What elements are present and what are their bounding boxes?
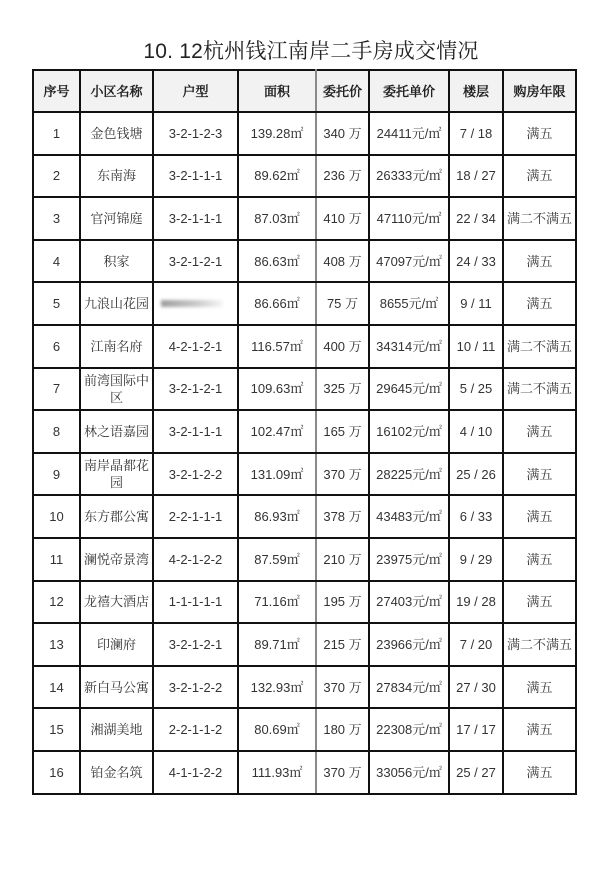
cell-holding-period: 满五 (503, 240, 576, 283)
cell-area: 132.93㎡ (238, 666, 316, 709)
cell-unit-price: 43483元/㎡ (369, 495, 449, 538)
header-row (33, 70, 576, 112)
cell-no: 8 (33, 410, 80, 453)
cell-price: 180 万 (316, 708, 369, 751)
cell-no: 12 (33, 581, 80, 624)
cell-no: 11 (33, 538, 80, 581)
cell-community: 澜悦帝景湾 (80, 538, 153, 581)
cell-area: 111.93㎡ (238, 751, 316, 794)
cell-area: 102.47㎡ (238, 410, 316, 453)
cell-area: 131.09㎡ (238, 453, 316, 496)
table-row (33, 453, 576, 496)
cell-floor: 9 / 11 (449, 282, 503, 325)
table-row (33, 197, 576, 240)
cell-layout: 2-2-1-1-2 (153, 708, 238, 751)
table-row (33, 282, 576, 325)
cell-floor: 24 / 33 (449, 240, 503, 283)
cell-price: 400 万 (316, 325, 369, 368)
cell-floor: 25 / 27 (449, 751, 503, 794)
cell-community: 积家 (80, 240, 153, 283)
cell-no: 15 (33, 708, 80, 751)
cell-holding-period: 满二不满五 (503, 623, 576, 666)
cell-no: 7 (33, 368, 80, 411)
cell-area: 86.63㎡ (238, 240, 316, 283)
cell-floor: 7 / 20 (449, 623, 503, 666)
table-row (33, 708, 576, 751)
cell-floor: 4 / 10 (449, 410, 503, 453)
cell-price: 370 万 (316, 666, 369, 709)
cell-floor: 27 / 30 (449, 666, 503, 709)
cell-floor: 17 / 17 (449, 708, 503, 751)
cell-area: 89.71㎡ (238, 623, 316, 666)
column-header-holding-period: 购房年限 (503, 70, 576, 112)
cell-floor: 25 / 26 (449, 453, 503, 496)
cell-layout: 3-2-1-2-1 (153, 623, 238, 666)
cell-price: 195 万 (316, 581, 369, 624)
cell-area: 86.93㎡ (238, 495, 316, 538)
column-header-no: 序号 (33, 70, 80, 112)
cell-holding-period: 满五 (503, 112, 576, 155)
cell-floor: 7 / 18 (449, 112, 503, 155)
cell-unit-price: 28225元/㎡ (369, 453, 449, 496)
table-header (33, 70, 576, 112)
cell-area: 109.63㎡ (238, 368, 316, 411)
cell-area: 139.28㎡ (238, 112, 316, 155)
cell-floor: 5 / 25 (449, 368, 503, 411)
cell-unit-price: 27834元/㎡ (369, 666, 449, 709)
cell-no: 3 (33, 197, 80, 240)
cell-unit-price: 26333元/㎡ (369, 155, 449, 198)
cell-layout: 3-2-1-2-3 (153, 112, 238, 155)
cell-price: 210 万 (316, 538, 369, 581)
cell-area: 89.62㎡ (238, 155, 316, 198)
column-header-community: 小区名称 (80, 70, 153, 112)
cell-no: 4 (33, 240, 80, 283)
cell-price: 325 万 (316, 368, 369, 411)
cell-layout: 4-1-1-2-2 (153, 751, 238, 794)
cell-floor: 10 / 11 (449, 325, 503, 368)
column-header-area: 面积 (238, 70, 316, 112)
table-row (33, 538, 576, 581)
cell-unit-price: 23975元/㎡ (369, 538, 449, 581)
cell-layout: 3-2-1-1-1 (153, 197, 238, 240)
cell-community: 东南海 (80, 155, 153, 198)
column-header-unit-price: 委托单价 (369, 70, 449, 112)
cell-community: 九浪山花园 (80, 282, 153, 325)
cell-unit-price: 47110元/㎡ (369, 197, 449, 240)
cell-unit-price: 34314元/㎡ (369, 325, 449, 368)
table-row (33, 623, 576, 666)
table-row (33, 751, 576, 794)
cell-price: 340 万 (316, 112, 369, 155)
cell-unit-price: 33056元/㎡ (369, 751, 449, 794)
cell-floor: 18 / 27 (449, 155, 503, 198)
cell-no: 13 (33, 623, 80, 666)
cell-unit-price: 16102元/㎡ (369, 410, 449, 453)
cell-holding-period: 满五 (503, 666, 576, 709)
table-row (33, 495, 576, 538)
cell-no: 2 (33, 155, 80, 198)
cell-area: 116.57㎡ (238, 325, 316, 368)
cell-holding-period: 满五 (503, 581, 576, 624)
cell-floor: 22 / 34 (449, 197, 503, 240)
cell-holding-period: 满二不满五 (503, 368, 576, 411)
cell-no: 6 (33, 325, 80, 368)
cell-community: 江南名府 (80, 325, 153, 368)
cell-community: 林之语嘉园 (80, 410, 153, 453)
cell-holding-period: 满五 (503, 282, 576, 325)
cell-price: 165 万 (316, 410, 369, 453)
cell-layout (153, 282, 238, 325)
table-row (33, 155, 576, 198)
table-row (33, 112, 576, 155)
cell-community: 湘湖美地 (80, 708, 153, 751)
column-header-price: 委托价 (316, 70, 369, 112)
cell-price: 236 万 (316, 155, 369, 198)
cell-community: 南岸晶都花园 (80, 453, 153, 496)
cell-no: 14 (33, 666, 80, 709)
cell-price: 410 万 (316, 197, 369, 240)
cell-community: 龙禧大酒店 (80, 581, 153, 624)
cell-holding-period: 满五 (503, 453, 576, 496)
cell-area: 86.66㎡ (238, 282, 316, 325)
cell-floor: 19 / 28 (449, 581, 503, 624)
transactions-table (32, 69, 577, 795)
cell-unit-price: 24411元/㎡ (369, 112, 449, 155)
table-row (33, 240, 576, 283)
table-row (33, 581, 576, 624)
cell-price: 370 万 (316, 453, 369, 496)
cell-layout: 1-1-1-1-1 (153, 581, 238, 624)
cell-price: 408 万 (316, 240, 369, 283)
cell-community: 金色钱塘 (80, 112, 153, 155)
document-title: 10. 12杭州钱江南岸二手房成交情况 (143, 40, 479, 63)
cell-community: 官河锦庭 (80, 197, 153, 240)
cell-layout: 3-2-1-2-2 (153, 666, 238, 709)
cell-floor: 6 / 33 (449, 495, 503, 538)
cell-layout: 4-2-1-2-1 (153, 325, 238, 368)
cell-unit-price: 8655元/㎡ (369, 282, 449, 325)
cell-unit-price: 22308元/㎡ (369, 708, 449, 751)
cell-no: 9 (33, 453, 80, 496)
cell-price: 378 万 (316, 495, 369, 538)
cell-layout: 3-2-1-2-1 (153, 368, 238, 411)
cell-no: 10 (33, 495, 80, 538)
cell-holding-period: 满五 (503, 538, 576, 581)
cell-area: 80.69㎡ (238, 708, 316, 751)
cell-layout: 4-2-1-2-2 (153, 538, 238, 581)
cell-holding-period: 满五 (503, 410, 576, 453)
cell-unit-price: 23966元/㎡ (369, 623, 449, 666)
table-body (33, 112, 576, 794)
table-row (33, 368, 576, 411)
cell-area: 87.59㎡ (238, 538, 316, 581)
cell-unit-price: 47097元/㎡ (369, 240, 449, 283)
cell-community: 印澜府 (80, 623, 153, 666)
cell-community: 铂金名筑 (80, 751, 153, 794)
cell-holding-period: 满五 (503, 495, 576, 538)
cell-community: 新白马公寓 (80, 666, 153, 709)
table-row (33, 666, 576, 709)
redacted-blur (161, 300, 223, 307)
cell-community: 前湾国际中区 (80, 368, 153, 411)
cell-layout: 3-2-1-1-1 (153, 155, 238, 198)
table-row (33, 325, 576, 368)
cell-layout: 3-2-1-2-1 (153, 240, 238, 283)
cell-no: 1 (33, 112, 80, 155)
cell-area: 87.03㎡ (238, 197, 316, 240)
cell-floor: 9 / 29 (449, 538, 503, 581)
cell-holding-period: 满二不满五 (503, 197, 576, 240)
cell-holding-period: 满五 (503, 751, 576, 794)
table-row (33, 410, 576, 453)
cell-layout: 2-2-1-1-1 (153, 495, 238, 538)
cell-no: 5 (33, 282, 80, 325)
cell-unit-price: 29645元/㎡ (369, 368, 449, 411)
cell-layout: 3-2-1-1-1 (153, 410, 238, 453)
cell-holding-period: 满二不满五 (503, 325, 576, 368)
cell-holding-period: 满五 (503, 155, 576, 198)
cell-price: 370 万 (316, 751, 369, 794)
cell-price: 75 万 (316, 282, 369, 325)
cell-unit-price: 27403元/㎡ (369, 581, 449, 624)
cell-area: 71.16㎡ (238, 581, 316, 624)
column-header-floor: 楼层 (449, 70, 503, 112)
cell-no: 16 (33, 751, 80, 794)
cell-community: 东方郡公寓 (80, 495, 153, 538)
cell-price: 215 万 (316, 623, 369, 666)
cell-layout: 3-2-1-2-2 (153, 453, 238, 496)
cell-holding-period: 满五 (503, 708, 576, 751)
column-header-layout: 户型 (153, 70, 238, 112)
